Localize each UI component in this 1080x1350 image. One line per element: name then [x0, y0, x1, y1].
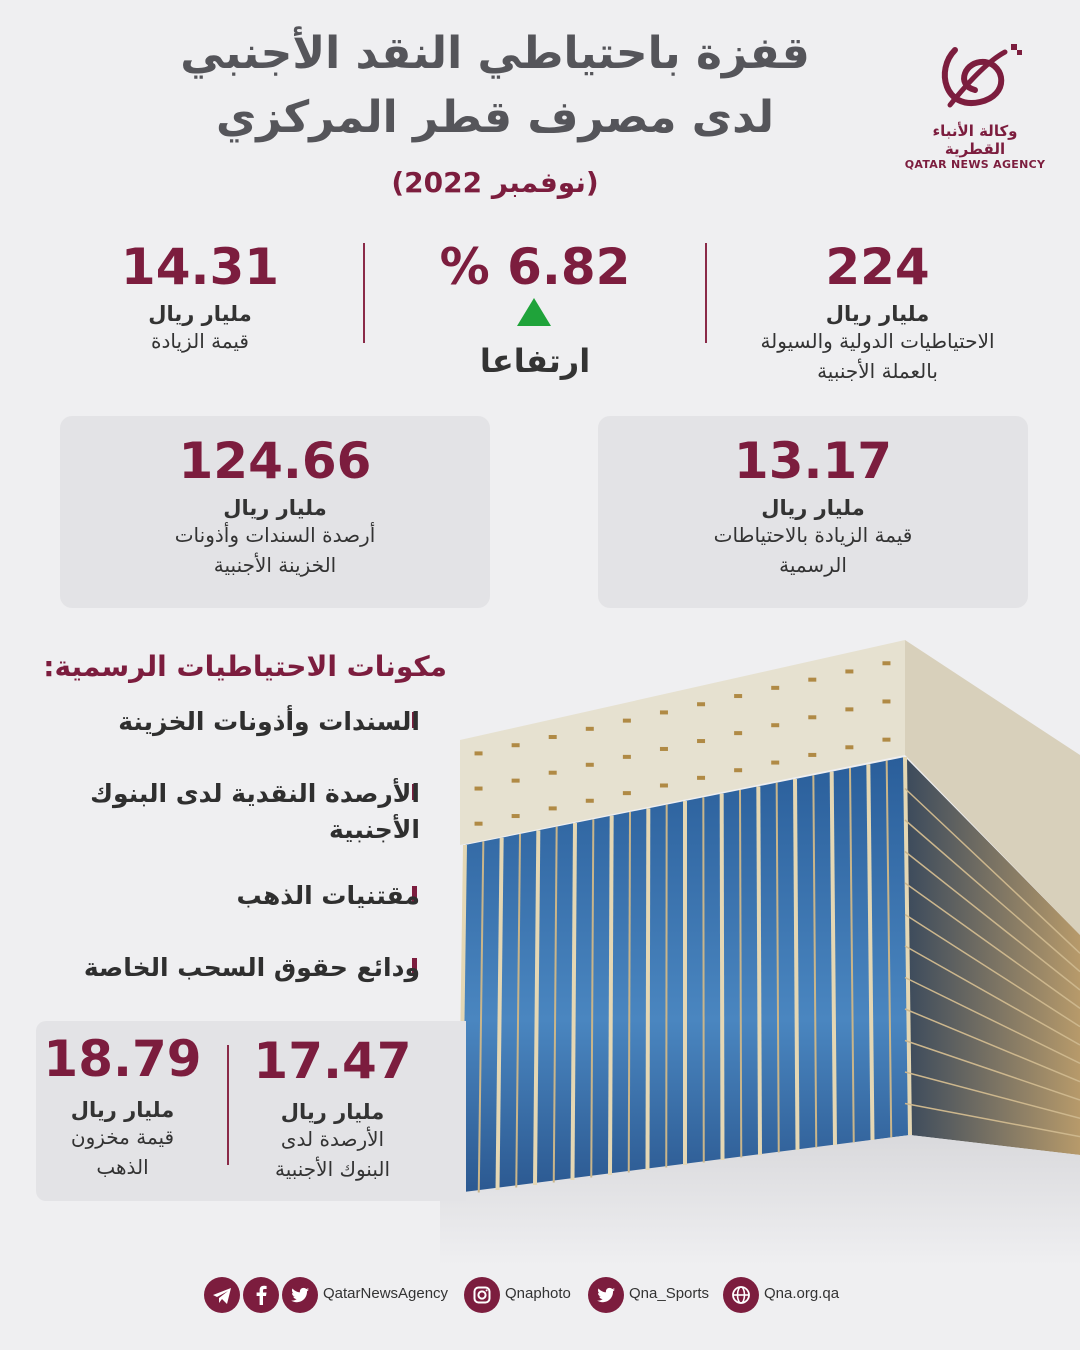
qna-logo: [900, 40, 1050, 171]
stat-bonds: [60, 432, 490, 580]
components-title: مكونات الاحتياطيات الرسمية:: [43, 650, 447, 683]
stat-desc: قيمة الزيادة: [151, 329, 249, 353]
globe-icon[interactable]: [723, 1277, 759, 1313]
website-text[interactable]: Qna.org.qa: [764, 1285, 840, 1302]
social-footer: [0, 1275, 1080, 1315]
stat-desc: البنوك الأجنبية: [274, 1157, 391, 1181]
instagram-icon[interactable]: [464, 1277, 500, 1313]
stat-unit: مليار ريال: [280, 1100, 385, 1124]
stat-desc: قيمة مخزون: [70, 1125, 175, 1149]
stat-value: 124.66: [178, 432, 372, 490]
stat-desc: الخزينة الأجنبية: [213, 553, 337, 577]
stat-value: % 6.82: [439, 238, 631, 296]
qna-handle-text[interactable]: QatarNewsAgency: [323, 1285, 449, 1302]
telegram-icon[interactable]: [204, 1277, 240, 1313]
stat-official-increase: [598, 432, 1028, 580]
divider: [363, 243, 365, 343]
facebook-icon[interactable]: [243, 1277, 279, 1313]
stat-value: 17.47: [253, 1032, 412, 1090]
stat-banks: [240, 1032, 425, 1184]
stat-unit: مليار ريال: [148, 302, 252, 326]
stat-desc: الأرصدة لدى: [280, 1127, 385, 1151]
twitter-sports-icon[interactable]: [588, 1277, 624, 1313]
twitter-icon[interactable]: [282, 1277, 318, 1313]
stat-reserves: [735, 238, 1020, 386]
divider: [227, 1045, 229, 1165]
stat-desc: الاحتياطيات الدولية والسيولة: [760, 329, 995, 353]
stat-unit: مليار ريال: [761, 496, 865, 520]
component-item: الأرصدة النقدية لدى البنوك: [90, 779, 420, 808]
stat-desc: الذهب: [96, 1155, 149, 1179]
stat-value: 13.17: [733, 432, 893, 490]
stat-unit: مليار ريال: [223, 496, 327, 520]
up-arrow-icon: [517, 298, 551, 326]
title-line-1: قفزة باحتياطي النقد الأجنبي: [180, 28, 810, 79]
logo-arabic-text: وكالة الأنباء القطرية: [932, 122, 1018, 158]
stat-value: 224: [825, 238, 930, 296]
rise-label: ارتفاعا: [479, 342, 591, 380]
component-item-continued: الأجنبية: [329, 815, 420, 844]
qna-emblem-icon: [925, 40, 1025, 120]
title-line-2: لدى مصرف قطر المركزي: [215, 92, 775, 143]
page-title: [180, 22, 810, 150]
stat-value: 18.79: [43, 1030, 202, 1088]
stat-gold: [40, 1030, 205, 1182]
component-item: السندات وأذونات الخزينة: [118, 707, 420, 736]
central-bank-building-image: [440, 635, 1080, 1265]
stat-desc: بالعملة الأجنبية: [817, 359, 938, 383]
stat-rise: [420, 238, 650, 296]
component-item: مقتنيات الذهب: [236, 881, 420, 910]
stat-value: 14.31: [120, 238, 280, 296]
sports-handle-text[interactable]: Qna_Sports: [629, 1285, 710, 1302]
stat-unit: مليار ريال: [825, 302, 930, 326]
stat-desc: الرسمية: [779, 553, 847, 577]
divider: [705, 243, 707, 343]
stat-unit: مليار ريال: [70, 1098, 175, 1122]
instagram-handle-text[interactable]: Qnaphoto: [505, 1285, 571, 1302]
logo-english-text: QATAR NEWS AGENCY: [904, 158, 1046, 171]
stat-increase: [90, 238, 310, 356]
stat-desc: قيمة الزيادة بالاحتياطات: [713, 523, 913, 547]
date-subtitle: (نوفمبر 2022): [391, 166, 599, 199]
stat-desc: أرصدة السندات وأذونات: [174, 523, 376, 547]
component-item: ودائع حقوق السحب الخاصة: [83, 953, 420, 982]
